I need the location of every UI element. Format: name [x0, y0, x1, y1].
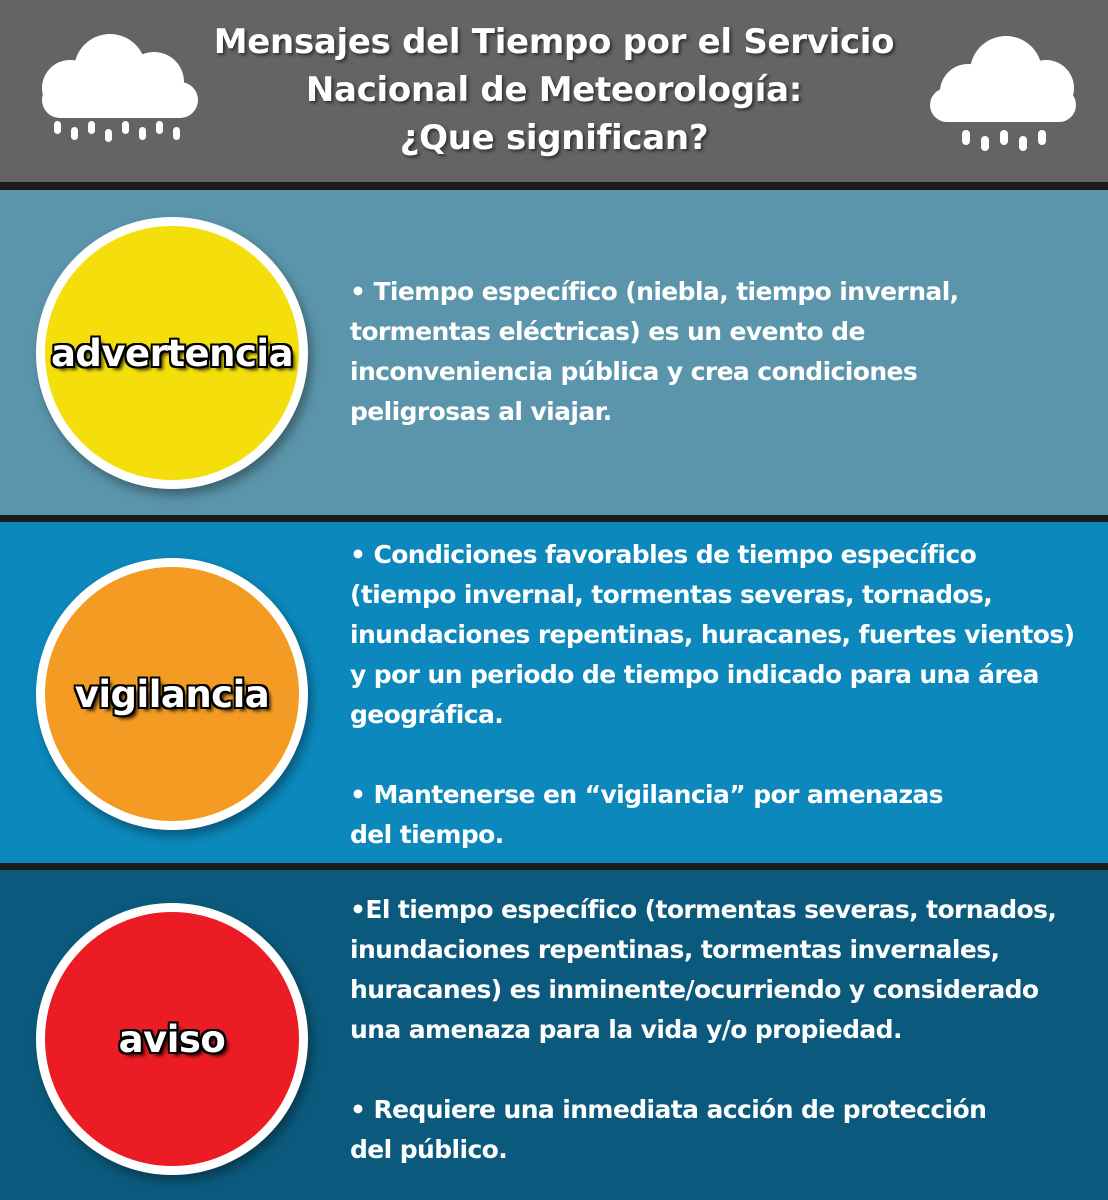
- rain-cloud-icon: [22, 30, 202, 148]
- text-line: huracanes) es inminente/ocurriendo y considerado: [350, 975, 1039, 1004]
- header-banner: [0, 0, 1108, 182]
- paragraph-gap: [350, 735, 1090, 775]
- aviso-label: aviso: [118, 1017, 226, 1061]
- text-line: •El tiempo específico (tormentas severas, tornados,: [350, 895, 1057, 924]
- section-vigilancia: [0, 522, 1108, 863]
- rain-cloud-icon: [926, 30, 1082, 154]
- page-title: [190, 18, 918, 162]
- advertencia-circle: [36, 217, 308, 489]
- advertencia-label: advertencia: [50, 331, 294, 375]
- text-line: y por un periodo de tiempo indicado para una área: [350, 660, 1039, 689]
- aviso-description: [350, 890, 1090, 1170]
- text-line: del público.: [350, 1135, 508, 1164]
- divider: [0, 515, 1108, 522]
- section-aviso: [0, 870, 1108, 1200]
- text-line: • Condiciones favorables de tiempo específico: [350, 540, 977, 569]
- text-line: (tiempo invernal, tormentas severas, tornados,: [350, 580, 993, 609]
- divider: [0, 863, 1108, 870]
- title-line: Mensajes del Tiempo por el Servicio: [213, 22, 895, 62]
- text-line: • Tiempo específico (niebla, tiempo invernal,: [350, 277, 959, 306]
- vigilancia-circle: [36, 558, 308, 830]
- text-line: una amenaza para la vida y/o propiedad.: [350, 1015, 902, 1044]
- title-line: Nacional de Meteorología:: [305, 70, 803, 110]
- text-line: inconveniencia pública y crea condiciones: [350, 357, 918, 386]
- text-line: inundaciones repentinas, tormentas invernales,: [350, 935, 1000, 964]
- text-line: inundaciones repentinas, huracanes, fuertes vientos): [350, 620, 1075, 649]
- vigilancia-description: [350, 535, 1090, 855]
- text-line: tormentas eléctricas) es un evento de: [350, 317, 865, 346]
- vigilancia-label: vigilancia: [74, 672, 270, 716]
- text-line: del tiempo.: [350, 820, 504, 849]
- aviso-circle: [36, 903, 308, 1175]
- text-line: • Requiere una inmediata acción de protección: [350, 1095, 987, 1124]
- paragraph-gap: [350, 1050, 1090, 1090]
- text-line: geográfica.: [350, 700, 504, 729]
- advertencia-description: [350, 272, 1090, 432]
- section-advertencia: [0, 190, 1108, 515]
- divider: [0, 182, 1108, 190]
- text-line: • Mantenerse en “vigilancia” por amenazas: [350, 780, 943, 809]
- text-line: peligrosas al viajar.: [350, 397, 612, 426]
- title-line: ¿Que significan?: [399, 118, 709, 158]
